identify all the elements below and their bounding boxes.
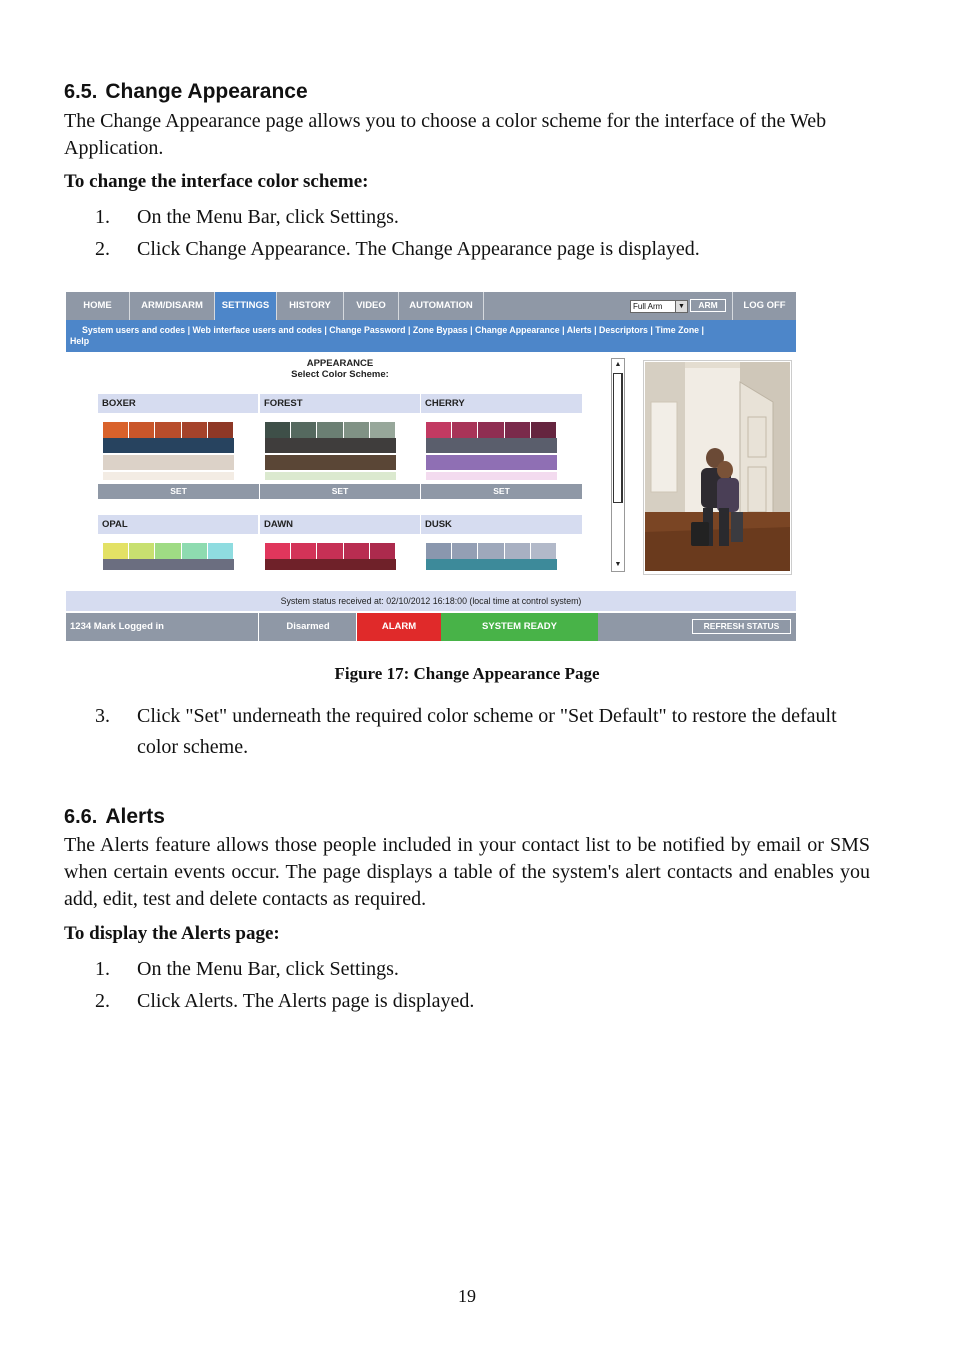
swatch: [129, 543, 155, 559]
swatch-row: [265, 543, 396, 559]
section-number: 6.6.: [64, 806, 98, 828]
swatch-bar: [103, 455, 234, 470]
swatch-bar: [265, 455, 396, 470]
list-text: Click Alerts. The Alerts page is displayed.: [137, 990, 475, 1012]
tab-arm-disarm[interactable]: ARM/DISARM: [130, 292, 215, 320]
scheme-label-opal: OPAL: [98, 515, 258, 534]
list-item: [95, 986, 474, 1017]
swatch: [426, 543, 452, 559]
swatch-bar: [265, 559, 396, 570]
swatch: [426, 422, 452, 438]
swatch: [182, 422, 208, 438]
alarm-badge: ALARM: [357, 613, 441, 641]
list-number: 1.: [95, 206, 110, 228]
swatch-bar: [426, 455, 557, 470]
scheme-scrollbar[interactable]: [611, 358, 625, 572]
swatch: [370, 543, 396, 559]
swatch: [129, 422, 155, 438]
swatch: [291, 422, 317, 438]
swatch-row: [426, 543, 557, 559]
swatch: [265, 543, 291, 559]
appearance-heading: [66, 358, 614, 380]
swatch: [505, 543, 531, 559]
swatch-row: [103, 543, 234, 559]
appearance-subtitle: Select Color Scheme:: [291, 369, 389, 380]
list-number: 2.: [95, 238, 110, 260]
swatch: [317, 543, 343, 559]
swatch-bar: [103, 472, 234, 480]
swatch: [208, 422, 234, 438]
scroll-down-icon[interactable]: ▼: [614, 561, 622, 568]
swatch: [182, 543, 208, 559]
paragraph-alerts-intro: The Alerts feature allows those people included in your contact list to be notified by email or SMS when certain events occur. The page displays a table of the system's alert contacts and enables you add, edit, test and delete contacts as required.: [64, 834, 870, 910]
scheme-preview-cherry[interactable]: [421, 414, 566, 480]
figure-caption: Figure 17: Change Appearance Page: [334, 664, 600, 683]
list-text: On the Menu Bar, click Settings.: [137, 206, 399, 228]
swatch: [478, 422, 504, 438]
swatch-bar: [426, 472, 557, 480]
list-item: [95, 954, 399, 985]
system-ready-badge: SYSTEM READY: [441, 613, 598, 641]
tab-video[interactable]: VIDEO: [344, 292, 399, 320]
swatch: [531, 543, 557, 559]
tab-history[interactable]: HISTORY: [277, 292, 344, 320]
swatch: [291, 543, 317, 559]
swatch: [452, 422, 478, 438]
set-button-forest[interactable]: SET: [260, 484, 420, 499]
swatch: [103, 543, 129, 559]
list-number: 3.: [95, 705, 110, 727]
swatch: [370, 422, 396, 438]
submenu-help-link[interactable]: Help: [70, 336, 90, 346]
swatch: [478, 543, 504, 559]
family-photo: [643, 360, 792, 575]
submenu-links[interactable]: System users and codes | Web interface users and codes | Change Password | Zone Bypass | Change Appearance | Alerts | Descriptors | Time Zone |: [82, 325, 704, 335]
scrollbar-thumb[interactable]: [613, 373, 623, 503]
swatch: [344, 543, 370, 559]
swatch: [452, 543, 478, 559]
swatch-row: [103, 422, 234, 438]
change-appearance-screenshot: [66, 292, 796, 641]
swatch: [505, 422, 531, 438]
scheme-label-dusk: DUSK: [421, 515, 582, 534]
system-status-bar: System status received at: 02/10/2012 16:18:00 (local time at control system): [66, 591, 796, 611]
procedure-lead: To change the interface color scheme:: [64, 171, 369, 192]
swatch: [531, 422, 557, 438]
swatch: [208, 543, 234, 559]
scheme-label-boxer: BOXER: [98, 394, 258, 413]
swatch: [155, 422, 181, 438]
swatch: [317, 422, 343, 438]
arm-mode-select[interactable]: [630, 300, 688, 313]
arm-state-badge: Disarmed: [260, 613, 357, 641]
list-number: 1.: [95, 958, 110, 980]
scheme-preview-boxer[interactable]: [98, 414, 243, 480]
tab-settings[interactable]: SETTINGS: [215, 292, 277, 320]
swatch-bar: [426, 559, 557, 570]
bottom-status-bar: [66, 613, 796, 641]
arm-mode-value: Full Arm: [633, 302, 663, 311]
list-item: [95, 701, 875, 763]
set-button-cherry[interactable]: SET: [421, 484, 582, 499]
list-text: Click "Set" underneath the required color scheme or "Set Default" to restore the default color scheme.: [137, 705, 837, 758]
swatch-row: [426, 422, 557, 438]
family-photo-image: [645, 362, 790, 571]
list-item: [95, 234, 700, 265]
scheme-preview-dawn[interactable]: [260, 535, 405, 571]
swatch-bar: [265, 438, 396, 453]
page-number: 19: [458, 1286, 476, 1306]
swatch: [265, 422, 291, 438]
logoff-button[interactable]: LOG OFF: [732, 292, 796, 320]
swatch-bar: [103, 559, 234, 570]
scheme-preview-opal[interactable]: [98, 535, 243, 571]
set-button-boxer[interactable]: SET: [98, 484, 259, 499]
section-heading-alerts: [64, 805, 165, 829]
chevron-down-icon: ▼: [675, 301, 687, 312]
swatch-bar: [426, 438, 557, 453]
list-item: [95, 202, 399, 233]
list-number: 2.: [95, 990, 110, 1012]
logged-in-user: 1234 Mark Logged in: [66, 613, 259, 641]
arm-button[interactable]: ARM: [690, 299, 726, 312]
scheme-label-dawn: DAWN: [260, 515, 420, 534]
tab-home[interactable]: HOME: [66, 292, 130, 320]
swatch-bar: [103, 438, 234, 453]
settings-submenu[interactable]: [66, 320, 796, 352]
procedure-lead: To display the Alerts page:: [64, 923, 280, 944]
menu-bar: [66, 292, 796, 320]
section-title: Change Appearance: [105, 80, 308, 103]
swatch-row: [265, 422, 396, 438]
swatch: [155, 543, 181, 559]
scheme-preview-forest[interactable]: [260, 414, 405, 480]
appearance-title: APPEARANCE: [306, 358, 374, 369]
tab-automation[interactable]: AUTOMATION: [399, 292, 484, 320]
scheme-label-forest: FOREST: [260, 394, 420, 413]
section-heading-change-appearance: [64, 80, 308, 104]
list-text: On the Menu Bar, click Settings.: [137, 958, 399, 980]
scroll-up-icon[interactable]: ▲: [614, 361, 622, 368]
paragraph-intro: The Change Appearance page allows you to choose a color scheme for the interface of the Web Application.: [64, 110, 827, 159]
swatch: [344, 422, 370, 438]
appearance-panel: [66, 352, 796, 590]
section-title: Alerts: [105, 805, 165, 828]
swatch: [103, 422, 129, 438]
scheme-label-cherry: CHERRY: [421, 394, 582, 413]
section-number: 6.5.: [64, 81, 98, 103]
swatch-bar: [265, 472, 396, 480]
list-text: Click Change Appearance. The Change Appearance page is displayed.: [137, 238, 700, 260]
refresh-status-button[interactable]: REFRESH STATUS: [692, 619, 791, 634]
scheme-preview-dusk[interactable]: [421, 535, 566, 571]
